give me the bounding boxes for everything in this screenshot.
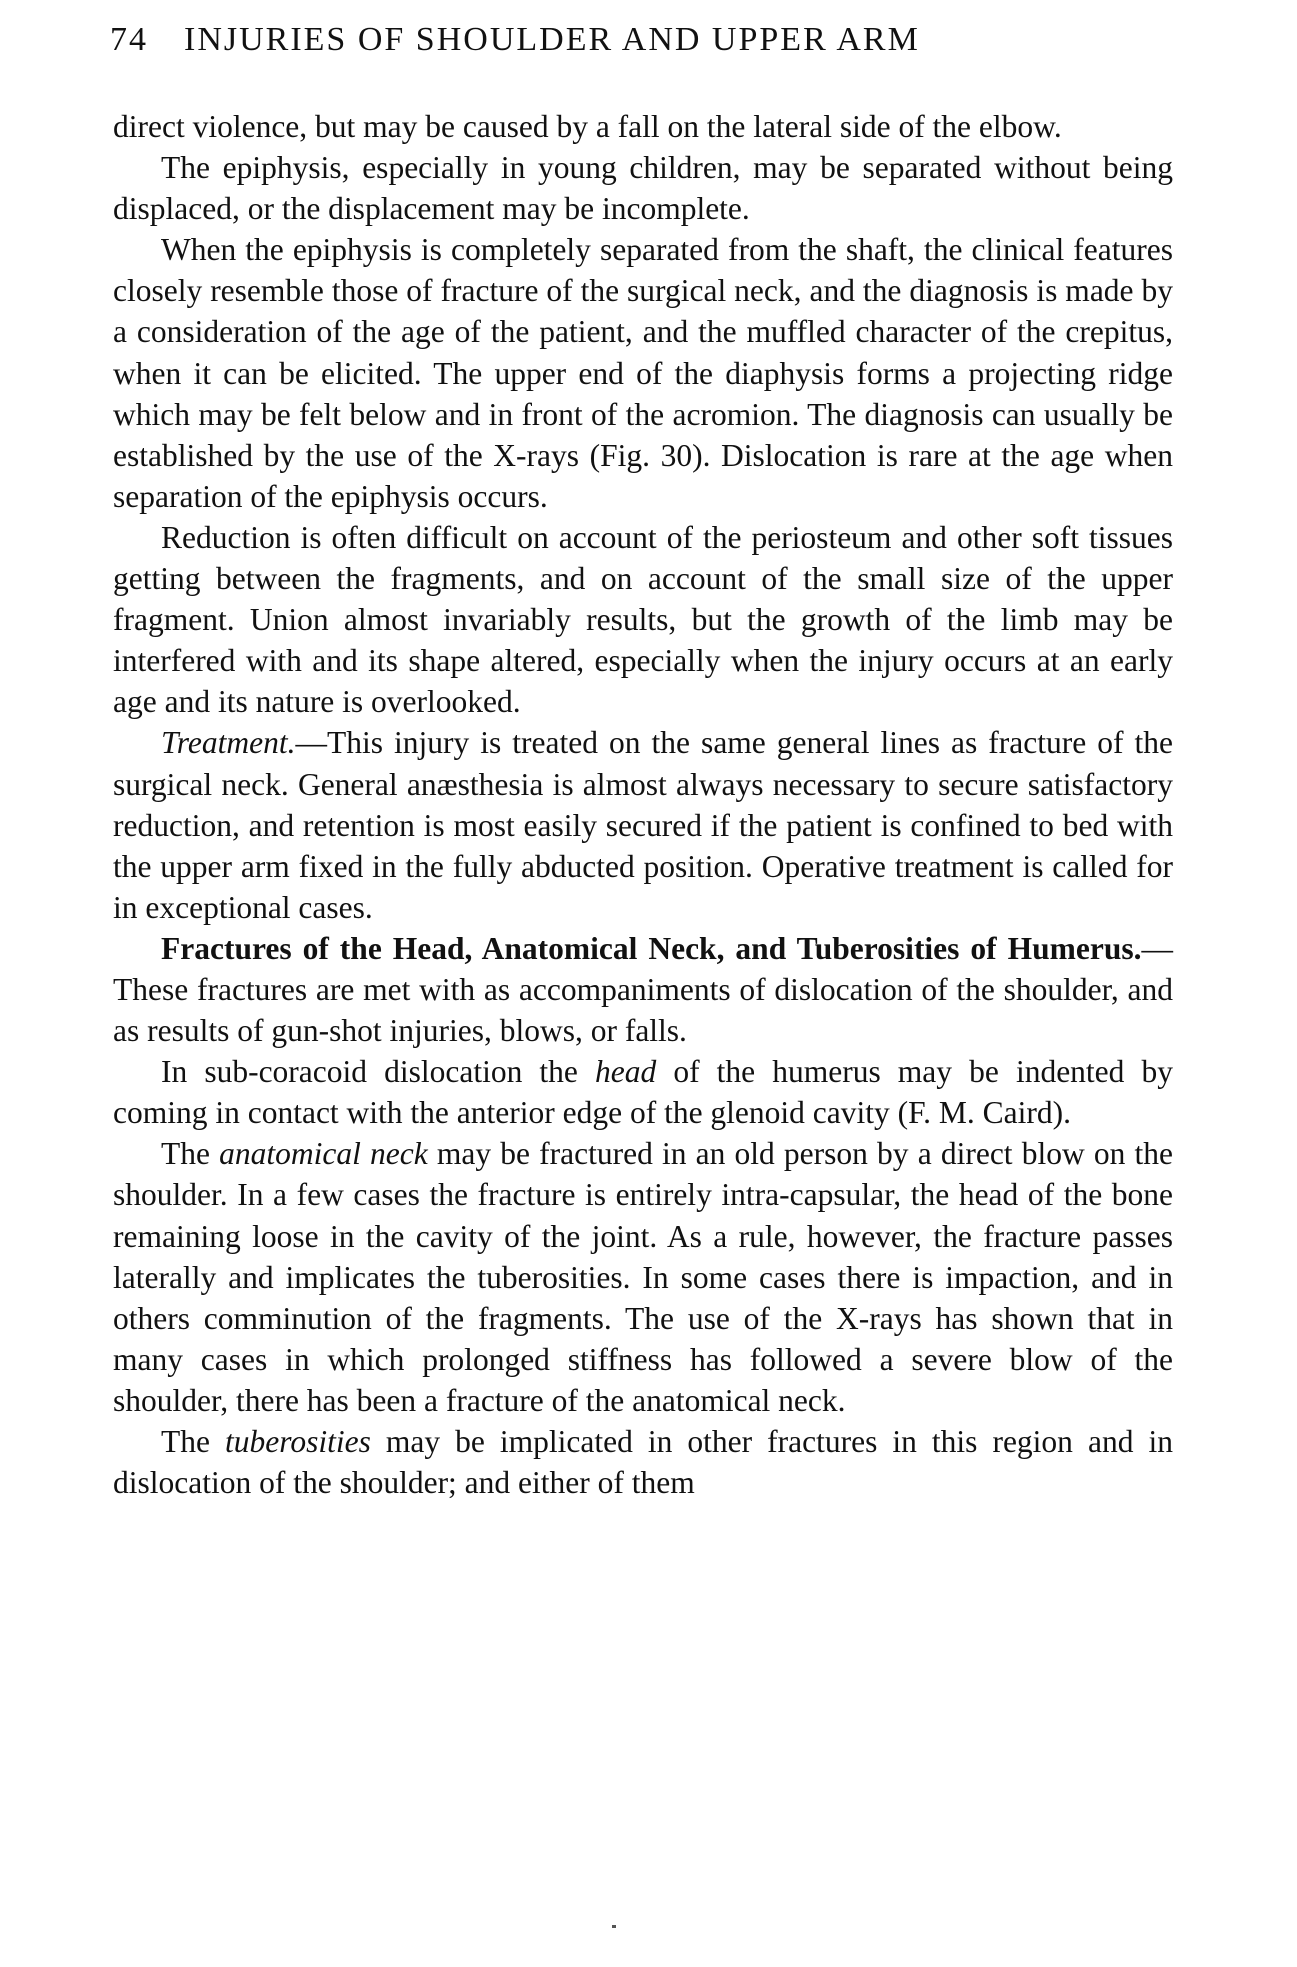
paragraph-anatomical-neck <box>113 1133 1173 1421</box>
paragraph-text: The <box>161 1136 220 1172</box>
paragraph-continuation <box>113 106 1173 147</box>
paragraph-text: Reduction is often difficult on account of the periosteum and other soft tissues getting between the fragments, and on account of the small size of the upper fragment. Union almost invariably results, but the growth of the limb may be interfered with and its shape altered, especially when the injury occurs at an early age and its nature is overlooked. <box>113 519 1173 720</box>
emphasis-term: head <box>595 1054 657 1090</box>
paragraph-clinical-features <box>113 229 1173 517</box>
paragraph-text: of the humerus may be indented by coming in contact with the anterior edge of the glenoid cavity (F. M. Caird). <box>113 1054 1173 1131</box>
running-title: INJURIES OF SHOULDER AND UPPER ARM <box>184 21 920 58</box>
section-heading: Fractures of the Head, Anatomical Neck, and Tuberosities of Humerus. <box>161 930 1142 966</box>
paragraph-epiphysis-separation <box>113 147 1173 229</box>
paragraph-text: In sub-coracoid dislocation the <box>161 1054 595 1090</box>
print-speck <box>612 1925 616 1928</box>
paragraph-text: —This injury is treated on the same general lines as fracture of the surgical neck. General anæsthesia is almost always necessary to secure satisfactory reduction, and retention is most easily secured if the patient is confined to bed with the upper arm fixed in the fully abducted position. Operative treatment is called for in exceptional cases. <box>113 725 1173 925</box>
emphasis-term: anatomical neck <box>219 1136 428 1172</box>
paragraph-text: may be implicated in other fractures in this region and in dislocation of the shoulder; and either of them <box>113 1424 1173 1501</box>
body-text <box>113 106 1173 1503</box>
paragraph-tuberosities <box>113 1421 1173 1503</box>
paragraph-text: The epiphysis, especially in young children, may be separated without being displaced, or the displacement may be incomplete. <box>113 150 1173 227</box>
paragraph-sub-coracoid <box>113 1051 1173 1133</box>
paragraph-text: —These fractures are met with as accompaniments of dislocation of the shoulder, and as results of gun-shot injuries, blows, or falls. <box>113 930 1173 1049</box>
paragraph-reduction <box>113 517 1173 722</box>
paragraph-text: The <box>161 1424 226 1459</box>
treatment-lead: Treatment. <box>161 725 296 761</box>
emphasis-term: tuberosities <box>225 1424 371 1459</box>
section-fractures-head <box>113 928 1173 1051</box>
paragraph-treatment <box>113 722 1173 927</box>
running-head <box>110 16 1185 64</box>
paragraph-text: When the epiphysis is completely separated from the shaft, the clinical features closely resemble those of fracture of the surgical neck, and the diagnosis is made by a consideration of the age of the patient, and the muffled character of the crepitus, when it can be elicited. The upper end of the diaphysis forms a projecting ridge which may be felt below and in front of the acromion. The diagnosis can usually be established by the use of the X-rays (Fig. 30). Dislocation is rare at the age when separation of the epiphysis occurs. <box>113 232 1173 514</box>
paragraph-text: direct violence, but may be caused by a fall on the lateral side of the elbow. <box>113 109 1062 144</box>
paragraph-text: may be fractured in an old person by a direct blow on the shoulder. In a few cases the fracture is entirely intra-capsular, the head of the bone remaining loose in the cavity of the joint. As a rule, however, the fracture passes laterally and implicates the tuberosities. In some cases there is impaction, and in others comminution of the fragments. The use of the X-rays has shown that in many cases in which prolonged stiffness has followed a severe blow of the shoulder, there has been a fracture of the anatomical neck. <box>113 1136 1174 1418</box>
page-number: 74 <box>110 21 148 58</box>
